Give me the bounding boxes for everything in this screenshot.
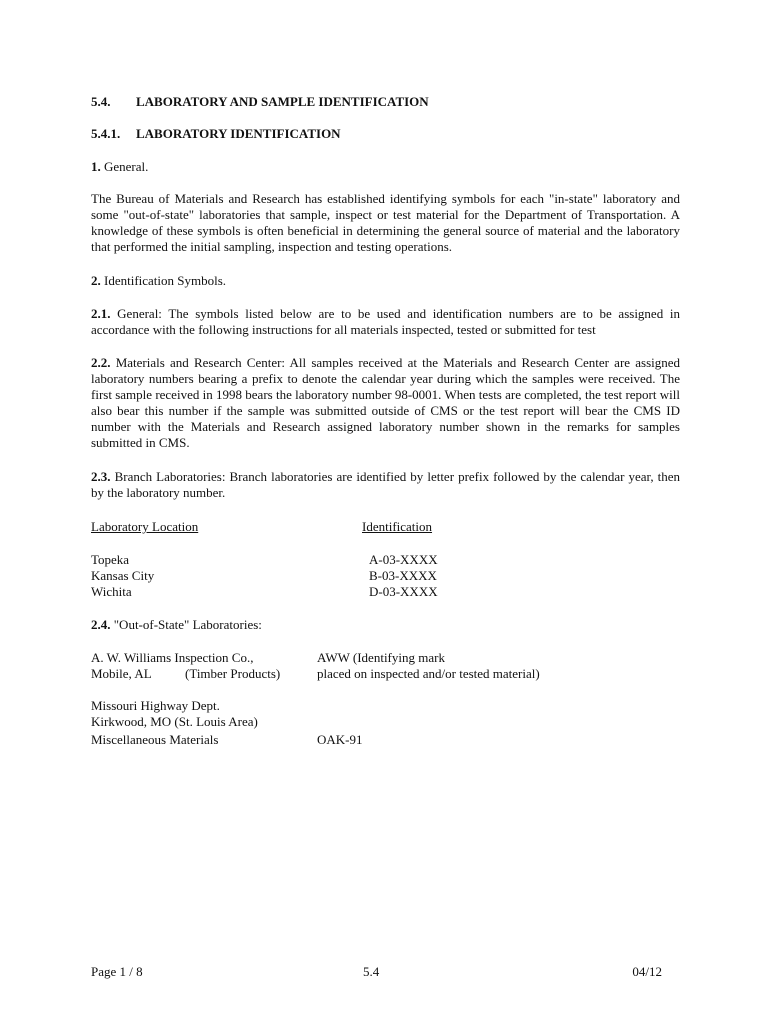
paragraph-2-2-text: Materials and Research Center: All samples received at the Materials and Research Center are assigned laboratory numbers bearing a prefix to denote the calendar year during which the samples were received. The first sample received in 1998 bears the laboratory number 98-0001. When tests are completed, the test report will also bear this number if the sample was submitted outside of CMS or the test report will bear the CMS ID number with the Materials and Research assigned laboratory number shown in the remarks for samples submitted in CMS. bbox=[91, 355, 681, 450]
document-page bbox=[91, 0, 680, 1024]
section-heading bbox=[91, 94, 429, 110]
symbols-number: 2. bbox=[91, 273, 101, 288]
lab-id-kansas-city: B-03-XXXX bbox=[369, 568, 437, 583]
aww-company: A. W. Williams Inspection Co., bbox=[91, 650, 254, 665]
lab-location-wichita: Wichita bbox=[91, 584, 132, 599]
subsection-number: 5.4.1. bbox=[91, 126, 121, 141]
missouri-mark: OAK-91 bbox=[317, 732, 363, 747]
subsection-heading bbox=[91, 126, 341, 142]
symbols-heading bbox=[91, 273, 226, 289]
missouri-materials: Miscellaneous Materials bbox=[91, 732, 219, 747]
general-number: 1. bbox=[91, 159, 101, 174]
lab-location-kansas-city: Kansas City bbox=[91, 568, 155, 583]
paragraph-2-3-text: Branch Laboratories: Branch laboratories are identified by letter prefix followed by the calendar year, then by the laboratory number. bbox=[91, 469, 681, 500]
paragraph-2-1 bbox=[91, 306, 680, 338]
aww-mark-line1: AWW (Identifying mark bbox=[317, 650, 445, 665]
footer-page-number: Page 1 / 8 bbox=[91, 964, 143, 979]
paragraph-2-3 bbox=[91, 469, 680, 501]
paragraph-2-2-number: 2.2. bbox=[91, 355, 111, 370]
footer-section: 5.4 bbox=[363, 964, 380, 979]
footer-date: 04/12 bbox=[632, 964, 662, 979]
paragraph-2-3-number: 2.3. bbox=[91, 469, 111, 484]
aww-city: Mobile, AL bbox=[91, 666, 152, 681]
lab-id-wichita: D-03-XXXX bbox=[369, 584, 438, 599]
paragraph-2-4-number: 2.4. bbox=[91, 617, 111, 632]
lab-location-header: Laboratory Location bbox=[91, 519, 199, 534]
lab-location-topeka: Topeka bbox=[91, 552, 130, 567]
general-heading bbox=[91, 159, 148, 175]
aww-products: (Timber Products) bbox=[185, 666, 281, 681]
paragraph-2-4 bbox=[91, 617, 262, 633]
missouri-city: Kirkwood, MO (St. Louis Area) bbox=[91, 714, 258, 729]
paragraph-2-1-number: 2.1. bbox=[91, 306, 111, 321]
general-paragraph: The Bureau of Materials and Research has established identifying symbols for each "in-state" laboratory and some "out-of-state" laboratories that sample, inspect or test material for the Department of Transportation. A knowledge of these symbols is often beneficial in determining the general source of material and the laboratory that performed the initial sampling, inspection and testing operations. bbox=[91, 191, 680, 254]
subsection-title: LABORATORY IDENTIFICATION bbox=[136, 126, 341, 141]
section-title: LABORATORY AND SAMPLE IDENTIFICATION bbox=[136, 94, 429, 109]
lab-identification-header: Identification bbox=[362, 519, 433, 534]
section-number: 5.4. bbox=[91, 94, 111, 109]
aww-mark-line2: placed on inspected and/or tested material) bbox=[317, 666, 540, 681]
lab-id-topeka: A-03-XXXX bbox=[369, 552, 438, 567]
paragraph-2-1-text: General: The symbols listed below are to be used and identification numbers are to be assigned in accordance with the following instructions for all materials inspected, tested or submitted for test bbox=[91, 306, 680, 337]
symbols-title: Identification Symbols. bbox=[104, 273, 227, 288]
paragraph-2-2 bbox=[91, 355, 680, 451]
general-title: General. bbox=[104, 159, 149, 174]
missouri-dept: Missouri Highway Dept. bbox=[91, 698, 220, 713]
paragraph-2-4-text: "Out-of-State" Laboratories: bbox=[113, 617, 262, 632]
